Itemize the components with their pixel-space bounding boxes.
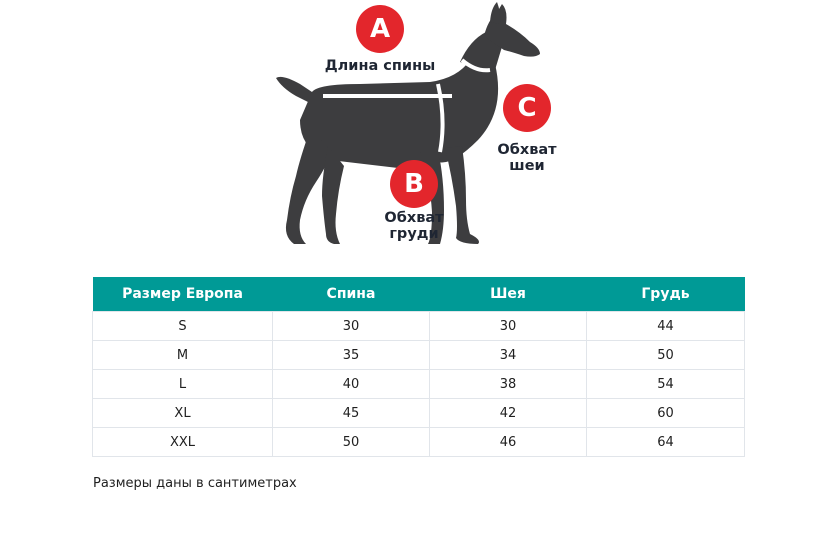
cell-chest: 44 [587,312,745,341]
size-table-header-row [93,277,745,312]
dog-measurement-figure [0,0,836,260]
header-size-eu: Размер Европа [93,277,273,312]
header-neck: Шея [430,277,587,312]
neck-girth-label-line1: Обхват [497,142,557,158]
cell-chest: 60 [587,399,745,428]
measure-badge-b: B [390,160,438,208]
measure-badge-c: C [503,84,551,132]
size-table [92,277,745,457]
back-length-label-text: Длина спины [324,58,436,74]
cell-back: 50 [273,428,430,457]
table-row [93,341,745,370]
cell-size: L [93,370,273,399]
header-back: Спина [273,277,430,312]
cell-neck: 38 [430,370,587,399]
cell-chest: 64 [587,428,745,457]
cell-back: 40 [273,370,430,399]
cell-size: XXL [93,428,273,457]
header-chest: Грудь [587,277,745,312]
table-row [93,312,745,341]
cell-neck: 46 [430,428,587,457]
cell-neck: 34 [430,341,587,370]
cell-size: XL [93,399,273,428]
cell-chest: 50 [587,341,745,370]
chest-girth-label-line2: груди [389,226,439,242]
cell-neck: 42 [430,399,587,428]
cell-back: 30 [273,312,430,341]
back-length-label [312,58,448,74]
chest-girth-label-line1: Обхват [384,210,444,226]
cell-size: S [93,312,273,341]
cell-size: M [93,341,273,370]
table-row [93,428,745,457]
cell-back: 45 [273,399,430,428]
table-row [93,370,745,399]
neck-girth-label-line2: шеи [509,158,545,174]
table-row [93,399,745,428]
cell-neck: 30 [430,312,587,341]
measure-badge-a: A [356,5,404,53]
neck-girth-label [486,142,568,174]
cell-chest: 54 [587,370,745,399]
chest-girth-label [370,210,458,242]
units-note: Размеры даны в сантиметрах [93,476,297,491]
cell-back: 35 [273,341,430,370]
